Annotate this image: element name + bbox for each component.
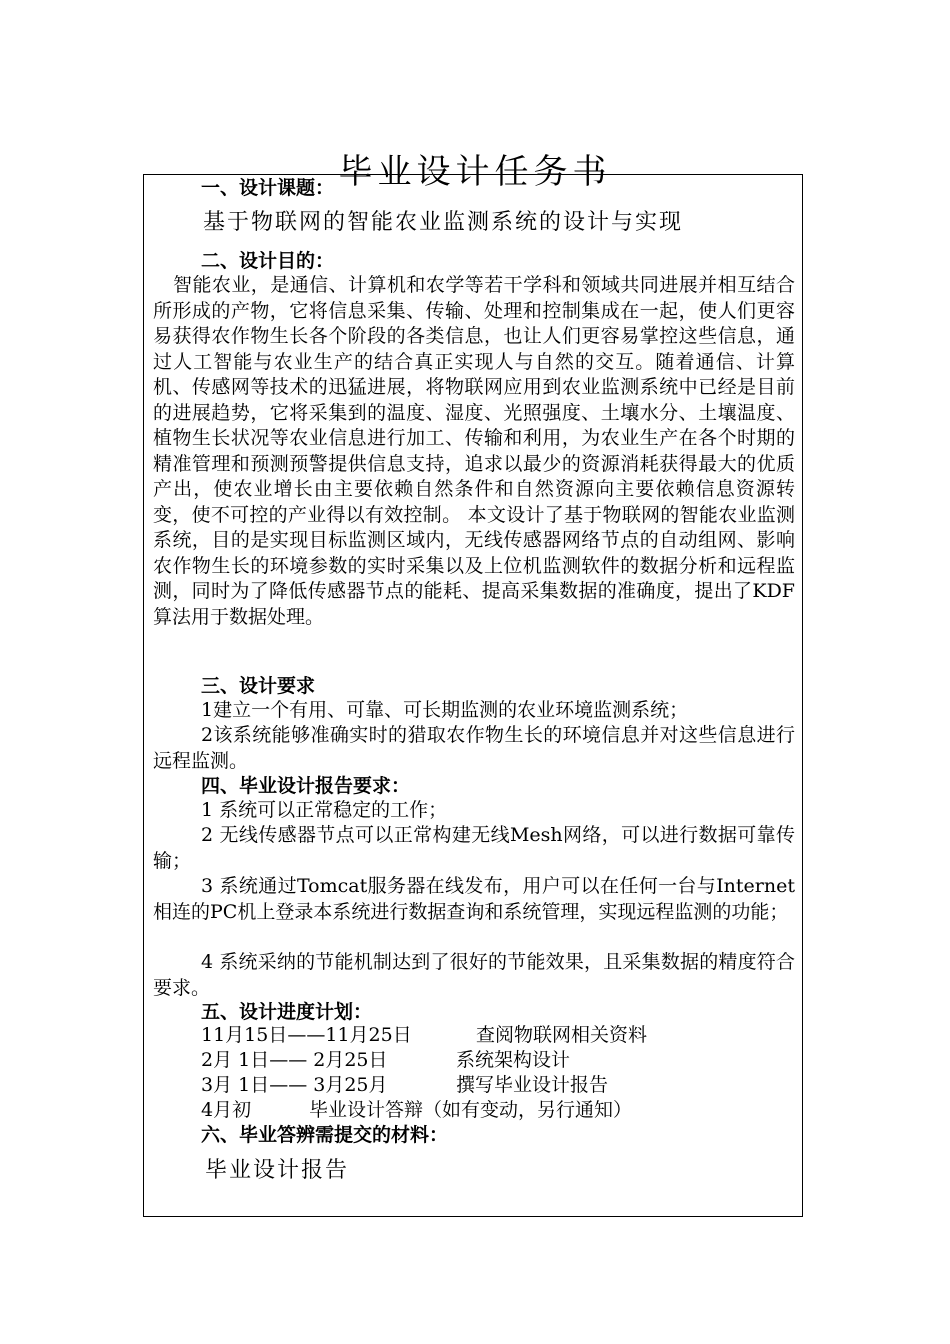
schedule-task: 毕业设计答辩（如有变动，另行通知） (309, 1099, 633, 1121)
schedule-task: 撰写毕业设计报告 (456, 1074, 609, 1096)
schedule-date: 11月15日——11月25日 (201, 1024, 412, 1046)
schedule-date: 4月初 (201, 1099, 252, 1121)
schedule-row (201, 1023, 647, 1048)
requirement-item: 1建立一个有用、可靠、可长期监测的农业环境监测系统； (201, 699, 689, 721)
schedule-row (201, 1098, 632, 1123)
schedule-row (201, 1073, 608, 1098)
report-item: 4 系统采纳的节能机制达到了很好的节能效果，且采集数据的精度符合要求。 (153, 951, 795, 999)
purpose-paragraph: 智能农业，是通信、计算机和农学等若干学科和领域共同进展并相互结合所形成的产物，它将信息采集、传输、处理和控制集成在一起，使人们更容易获得农作物生长各个阶段的各类信息，也让人们更容易掌控这些信息，通过人工智能与农业生产的结合真正实现人与自然的交互。随着通信、计算机、传感网等技术的迅猛进展，将物联网应用到农业监测系统中已经是目前的进展趋势，它将采集到的温度、湿度、光照强度、土壤水分、土壤温度、植物生长状况等农业信息进行加工、传输和利用，为农业生产在各个时期的精准管理和预测预警提供信息支持，追求以最少的资源消耗获得最大的优质产出，使农业增长由主要依赖自然条件和自然资源向主要依赖信息资源转变，使不可控的产业得以有效控制。 本文设计了基于物联网的智能农业监测系统，目的是实现目标监测区域内，无线传感器网络节点的自动组网、影响农作物生长的环境参数的实时采集以及上位机监测软件的数据分析和远程监测，同时为了降低传感器节点的能耗、提高采集数据的准确度，提出了KDF算法用于数据处理。 (153, 274, 795, 628)
report-item: 1 系统可以正常稳定的工作； (201, 799, 448, 821)
schedule-task: 查阅物联网相关资料 (476, 1024, 648, 1046)
materials-text: 毕业设计报告 (205, 1158, 350, 1183)
section-heading-topic: 一、设计课题： (201, 177, 335, 199)
schedule-row (201, 1048, 570, 1073)
design-topic: 基于物联网的智能农业监测系统的设计与实现 (203, 210, 684, 235)
section-heading-requirements: 三、设计要求 (201, 675, 316, 697)
report-item: 3 系统通过Tomcat服务器在线发布，用户可以在任何一台与Internet相连的PC机上登录本系统进行数据查询和系统管理，实现远程监测的功能； (153, 875, 795, 923)
section-heading-schedule: 五、设计进度计划： (201, 1001, 373, 1023)
schedule-date: 2月 1日—— 2月25日 (201, 1049, 388, 1071)
document-title: 毕业设计任务书 (338, 151, 612, 192)
section-heading-report: 四、毕业设计报告要求： (201, 775, 411, 797)
schedule-task: 系统架构设计 (456, 1049, 571, 1071)
requirement-item: 2该系统能够准确实时的猎取农作物生长的环境信息并对这些信息进行远程监测。 (153, 724, 795, 772)
section-heading-materials: 六、毕业答辨需提交的材料： (201, 1124, 449, 1146)
section-heading-purpose: 二、设计目的： (201, 250, 335, 272)
schedule-date: 3月 1日—— 3月25月 (201, 1074, 388, 1096)
report-item: 2 无线传感器节点可以正常构建无线Mesh网络，可以进行数据可靠传输； (153, 824, 795, 872)
